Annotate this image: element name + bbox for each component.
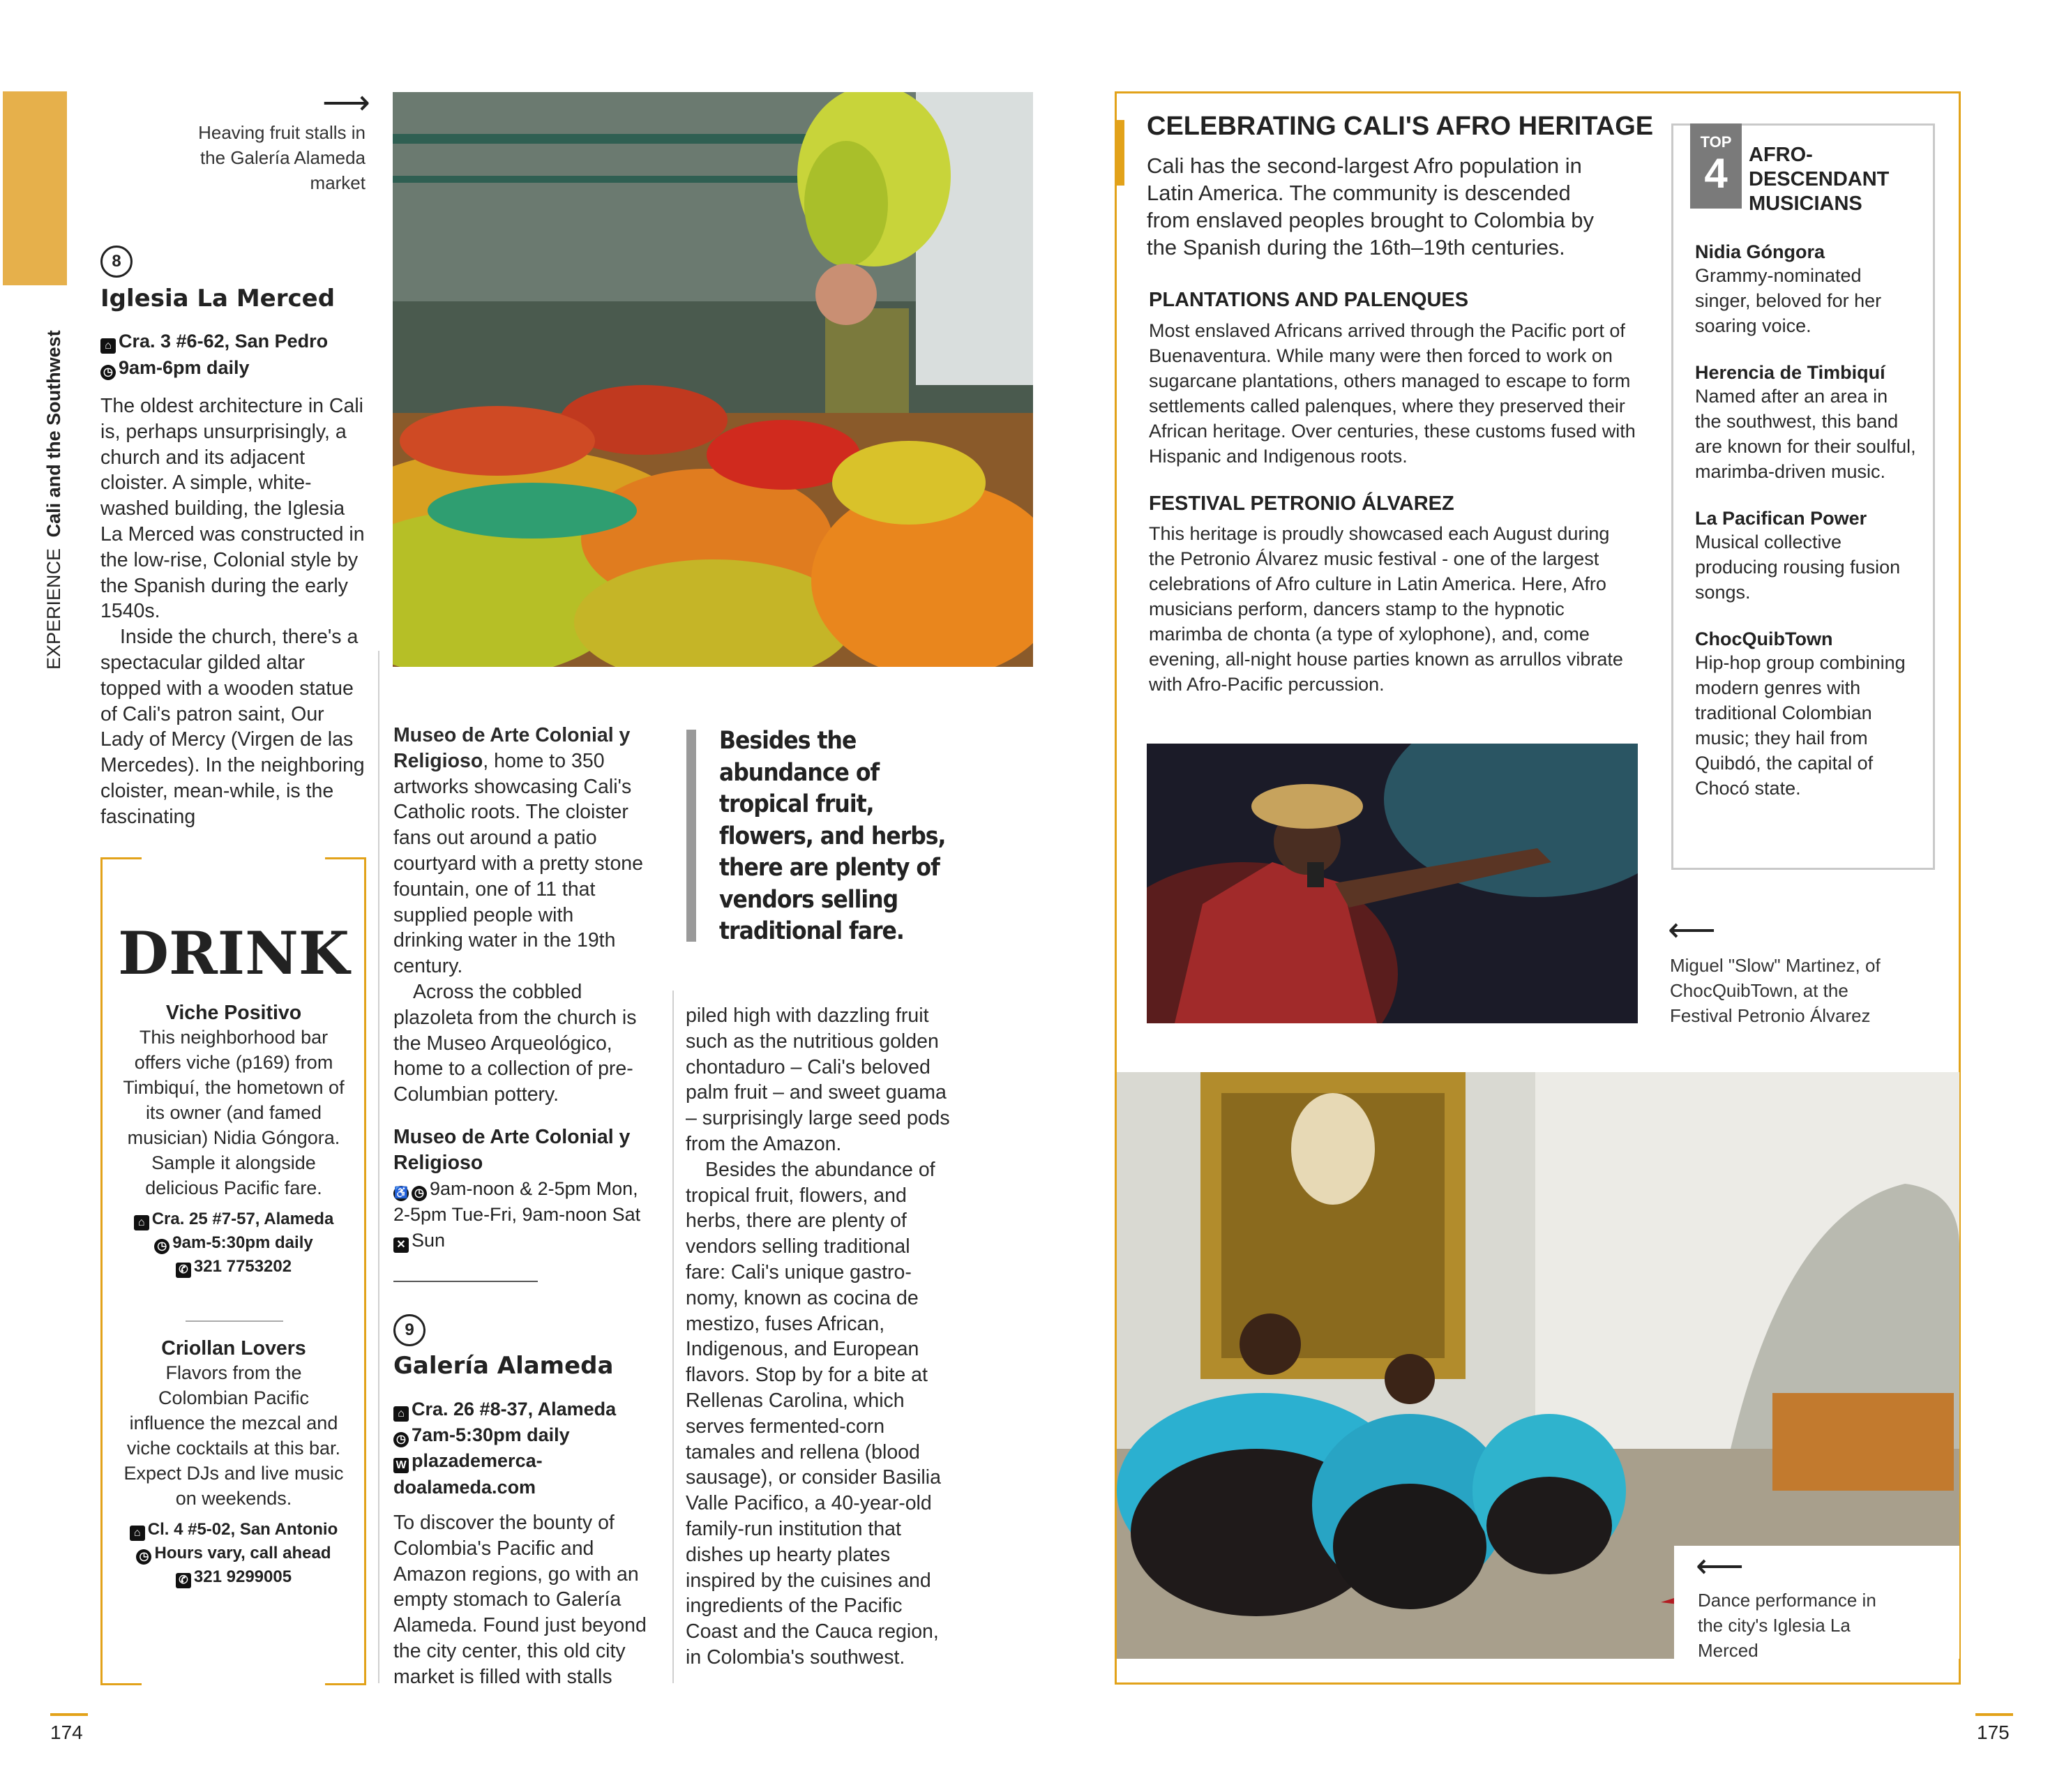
- drink-divider: [186, 1320, 283, 1322]
- page-number-bar: [50, 1713, 88, 1716]
- venue-number-8: 8: [100, 246, 133, 278]
- top4-item-desc: Musical collective producing rousing fusion songs.: [1695, 532, 1901, 603]
- top4-item: [1695, 241, 1918, 338]
- clock-icon: ◷: [100, 365, 116, 380]
- drink-item-title: Viche Positivo: [165, 1002, 302, 1024]
- drink-item-text: Flavors from the Colombian Pacific influence the mezcal and viche cocktails at this bar. Expect DJs and live music on weekends.: [123, 1362, 344, 1509]
- clock-icon: ◷: [412, 1186, 427, 1201]
- web-icon: W: [393, 1458, 409, 1473]
- top-label: TOP: [1700, 133, 1732, 151]
- closed-icon: ✕: [393, 1237, 409, 1253]
- col3-para2: Besides the abundance of tropical fruit, flowers, and herbs, there are plenty of vendors selling traditional fare: Cali's unique gastro-nomy, known as cocina de mestizo, fuses African, Indigenous, and European flavors. Stop by for a bite at Rellenas Carolina, which serves fermented-corn tamales and rellena (blood sausage), or consider Basilia Valle Pacifico, a 40-year-old family-run institution that dishes up hearty plates inspired by the cuisines and ingredients of the Pacific Coast and the Cauca region, in Colombia's southwest.: [686, 1158, 941, 1669]
- caption-dance: Dance performance in the city's Iglesia La Merced: [1698, 1590, 1876, 1661]
- venue-title-galeria: Galería Alameda: [393, 1352, 614, 1380]
- caption-market: Heaving fruit stalls in the Galería Alameda market: [198, 122, 366, 193]
- column-rule: [378, 651, 379, 1683]
- section-label: EXPERIENCE: [43, 548, 64, 670]
- top4-item-desc: Grammy-nominated singer, beloved for her soaring voice.: [1695, 265, 1882, 336]
- section-tab: [3, 91, 67, 285]
- arrow-left-icon: ⟵: [1668, 912, 1716, 949]
- page-number-bar: [1975, 1713, 2013, 1716]
- top4-list: [1695, 241, 1918, 825]
- market-photo: [393, 92, 1033, 667]
- top4-item: [1695, 508, 1918, 605]
- venue8-address: ⌂ Cra. 3 #6-62, San Pedro: [100, 328, 328, 354]
- caption-singer: Miguel "Slow" Martinez, of ChocQuibTown, at the Festival Petronio Álvarez: [1670, 955, 1881, 1026]
- phone-icon: ✆: [176, 1263, 191, 1278]
- museo-hours: ♿ ◷ 9am-noon & 2-5pm Mon, 2-5pm Tue-Fri, 9am-noon Sat ✕ Sun: [393, 1176, 646, 1253]
- venue8-para2: Inside the church, there's a spectacular gilded altar topped with a wooden statue of Cali's patron saint, Our Lady of Mercy (Virgen de las Mercedes). In the neighboring cloister, mean-while, is the fascinating: [100, 626, 365, 828]
- title-accent-bar: [1115, 120, 1124, 186]
- venue8-body: [100, 393, 366, 830]
- top4-item-desc: Hip-hop group combining modern genres with traditional Colombian music; they hail from Quibdó, the capital of Chocó state.: [1695, 652, 1906, 799]
- section-text-plantations: Most enslaved Africans arrived through the Pacific port of Buenaventura. While many were then forced to work on sugarcane plantations, others managed to escape to form settlements called palenques, where they preserved their African heritage. Over centuries, these customs fused with Hispanic and Indigenous roots.: [1149, 320, 1636, 467]
- clock-icon: ◷: [136, 1549, 151, 1565]
- venue9-address: ⌂ Cra. 26 #8-37, Alameda: [393, 1396, 616, 1422]
- page-number-right: 175: [1977, 1722, 2010, 1743]
- venue9-para: To discover the bounty of Colombia's Pacific and Amazon regions, go with an empty stomach to Galería Alameda. Found just beyond the city center, this old city market is filled with stalls: [393, 1512, 647, 1688]
- col2-para1: Museo de Arte Colonial y Religioso, home to 350 artworks showcasing Cali's Catholic roots. The cloister fans out around a patio courtyard with a pretty stone fountain, one of 11 that supplied people with drinking water in the 19th century.: [393, 724, 644, 978]
- drink-item-address: ⌂ Cl. 4 #5-02, San Antonio: [119, 1518, 349, 1542]
- home-icon: ⌂: [134, 1215, 149, 1230]
- top-number: 4: [1704, 150, 1728, 197]
- running-head: [43, 279, 71, 670]
- section-text-festival: This heritage is proudly showcased each August during the Petronio Álvarez music festival - one of the largest celebrations of Afro culture in Latin America. Here, Afro musicians perform, dancers stamp to the hypnotic marimba de chonta (a type of xylophone), and, come evening, all-night house parties known as arrullos vibrate with Afro-Pacific percussion.: [1149, 523, 1623, 695]
- arrow-right-icon: ⟶: [322, 84, 370, 121]
- home-icon: ⌂: [100, 338, 116, 354]
- drink-item-hours: ◷ Hours vary, call ahead: [119, 1542, 349, 1565]
- venue-title-iglesia: Iglesia La Merced: [100, 285, 336, 313]
- venue8-para1: The oldest architecture in Cali is, perhaps unsurprisingly, a church and its adjacent cloister. A simple, white-washed building, the Iglesia La Merced was constructed in the low-rise, Colonial style by the Spanish during the early 1540s.: [100, 395, 365, 623]
- drink-item-1: [119, 1002, 349, 1279]
- museo-info: [393, 1124, 646, 1253]
- feature-title: CELEBRATING CALI'S AFRO HERITAGE: [1147, 112, 1654, 141]
- clock-icon: ◷: [393, 1432, 409, 1447]
- top4-item: [1695, 362, 1918, 484]
- section-name: Cali and the Southwest: [43, 330, 64, 538]
- drink-item-hours: ◷ 9am-5:30pm daily: [119, 1231, 349, 1255]
- feature-intro: Cali has the second-largest Afro population in Latin America. The community is descended from enslaved peoples brought to Colombia by the Spanish during the 16th–19th centuries.: [1147, 153, 1595, 259]
- drink-item-title: Criollan Lovers: [161, 1337, 306, 1360]
- top4-item-name: ChocQuibTown: [1695, 628, 1833, 649]
- top4-item-name: Herencia de Timbiquí: [1695, 362, 1885, 383]
- top4-item: [1695, 628, 1918, 801]
- top4-item-name: Nidia Góngora: [1695, 241, 1825, 262]
- clock-icon: ◷: [154, 1239, 170, 1254]
- accessibility-icon: ♿: [393, 1186, 409, 1201]
- drink-item-phone: ✆ 321 7753202: [119, 1255, 349, 1279]
- home-icon: ⌂: [130, 1526, 145, 1541]
- col2-body: [393, 723, 646, 1108]
- section-head-festival: FESTIVAL PETRONIO ÁLVAREZ: [1149, 492, 1454, 515]
- arrow-left-icon: ⟵: [1696, 1548, 1744, 1585]
- top4-item-desc: Named after an area in the southwest, this band are known for their soulful, marimba-driven music.: [1695, 386, 1916, 482]
- singer-photo: [1147, 744, 1638, 1023]
- col2-para2: Across the cobbled plazoleta from the church is the Museo Arqueológico, home to a collection of pre-Columbian pottery.: [393, 980, 637, 1106]
- drink-item-address: ⌂ Cra. 25 #7-57, Alameda: [119, 1207, 349, 1231]
- drink-heading: DRINK: [118, 919, 349, 988]
- venue9-hours: ◷ 7am-5:30pm daily: [393, 1422, 570, 1448]
- col3-body: [686, 1003, 951, 1671]
- section-head-plantations: PLANTATIONS AND PALENQUES: [1149, 289, 1469, 311]
- venue9-web[interactable]: W plazademerca-doalameda.com: [393, 1450, 543, 1498]
- phone-icon: ✆: [176, 1573, 191, 1588]
- museo-divider: [393, 1281, 538, 1282]
- drink-item-2: [119, 1337, 349, 1589]
- pull-quote: Besides the abundance of tropical fruit, flowers, and herbs, there are plenty of vendors selling traditional fare.: [719, 727, 946, 945]
- col3-para1: piled high with dazzling fruit such as the nutritious golden chontaduro – Cali's beloved palm fruit – and sweet guama – surprisingly large seed pods from the Amazon.: [686, 1004, 950, 1155]
- top4-badge: [1690, 123, 1742, 209]
- museo-title: Museo de Arte Colonial y Religioso: [393, 1126, 631, 1174]
- pullquote-bar: [686, 730, 696, 942]
- drink-item-phone: ✆ 321 9299005: [119, 1565, 349, 1589]
- column-rule: [672, 991, 674, 1683]
- venue-number-9: 9: [393, 1314, 425, 1346]
- top4-item-name: La Pacifican Power: [1695, 508, 1867, 529]
- drink-item-text: This neighborhood bar offers viche (p169) from Timbiquí, the hometown of its owner (and famed musician) Nidia Góngora. Sample it alongside delicious Pacific fare.: [123, 1027, 345, 1198]
- top4-heading: AFRO-DESCENDANT MUSICIANS: [1749, 144, 1890, 215]
- venue8-hours: ◷ 9am-6pm daily: [100, 354, 250, 381]
- home-icon: ⌂: [393, 1406, 409, 1422]
- page-number-left: 174: [50, 1722, 83, 1743]
